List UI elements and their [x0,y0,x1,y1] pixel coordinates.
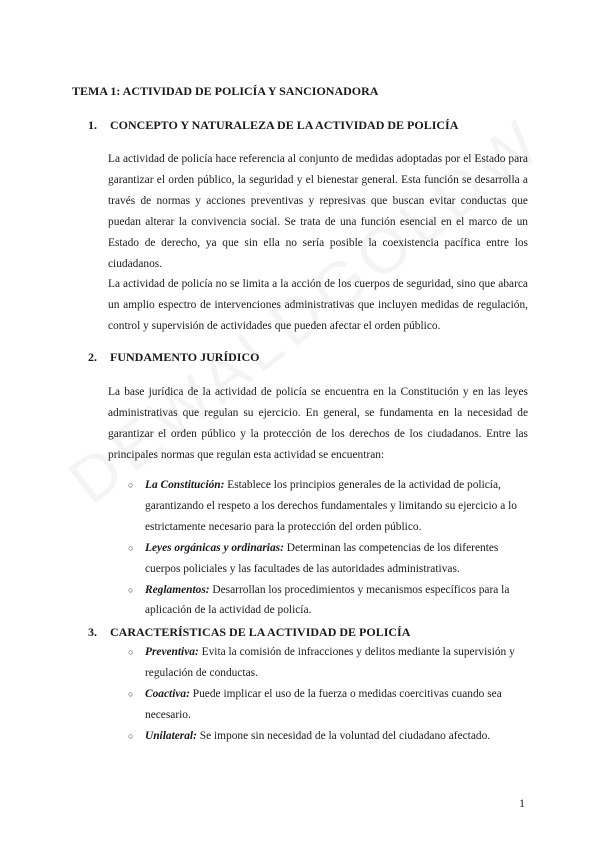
document-title: TEMA 1: ACTIVIDAD DE POLICÍA Y SANCIONADORA [72,84,379,98]
list-item-term: Reglamentos: [145,583,210,596]
bullet-icon: ○ [128,730,134,741]
list-item-term: Preventiva: [145,646,199,658]
page-number: 1 [519,796,525,810]
list-item [110,684,528,726]
list-item-text: Puede implicar el uso de la fuerza o medidas coercitivas cuando sea necesario. [145,687,502,721]
list-item-text: Evita la comisión de infracciones y delitos mediante la supervisión y regulación de conductas. [145,646,515,679]
section-2-heading [88,350,259,365]
list-item [110,642,528,684]
bullet-icon: ○ [128,688,134,699]
list-item-text: Establece los principios generales de la actividad de policía, garantizando el respeto a los derechos fundamentales y limitando su ejercicio a lo estrictamente necesario para la protección del orden público. [145,479,517,533]
section-1-title: CONCEPTO Y NATURALEZA DE LA ACTIVIDAD DE POLICÍA [110,118,459,132]
bullet-icon: ○ [128,542,134,553]
section-3-list [110,642,528,747]
section-1-paragraph-2: La actividad de policía no se limita a la acción de los cuerpos de seguridad, sino que abarca un amplio espectro de intervenciones administrativas que incluyen medidas de regulación, control y supervisión de actividades que pueden afectar el orden público. [108,278,528,332]
section-1-heading [88,118,458,133]
list-item-term: Leyes orgánicas y ordinarias: [145,541,284,554]
bullet-icon: ○ [128,480,134,490]
section-3-title: CARACTERÍSTICAS DE LA ACTIVIDAD DE POLICÍA [110,625,411,639]
list-item [110,538,528,580]
list-item-text: Determinan las competencias de los diferentes cuerpos policiales y las facultades de las autoridades administrativas. [145,541,499,575]
section-3-heading [88,625,410,640]
list-item-text: Desarrollan los procedimientos y mecanismos específicos para la aplicación de la actividad de policía. [145,583,510,617]
section-2-title: FUNDAMENTO JURÍDICO [110,350,260,364]
list-item [110,580,528,622]
section-2-number: 2. [88,350,97,364]
bullet-icon: ○ [128,647,134,657]
section-2-list [110,475,528,621]
list-item-term: Unilateral: [145,729,197,742]
section-2-paragraph-1: La base jurídica de la actividad de policía se encuentra en la Constitución y en las leyes administrativas que regulan su ejercicio. En general, se fundamenta en la necesidad de garantizar el orden público y la protección de los derechos de los ciudadanos. Entre las principales normas que regulan esta actividad se encuentran: [108,386,528,461]
list-item [110,726,528,747]
list-item [110,475,528,538]
bullet-icon: ○ [128,584,134,595]
section-3-number: 3. [88,625,97,639]
section-1-number: 1. [88,118,97,132]
list-item-term: La Constitución: [145,479,225,491]
section-1-paragraph-1: La actividad de policía hace referencia al conjunto de medidas adoptadas por el Estado para garantizar el orden público, la seguridad y el bienestar general. Esta función se desarrolla a través de normas y acciones preventivas y represivas que buscan evitar conductas que puedan alterar la convivencia social. Se trata de una función esencial en el marco de un Estado de derecho, ya que sin ella no sería posible la coexistencia pacífica entre los ciudadanos. [108,153,528,270]
list-item-term: Coactiva: [145,687,190,700]
list-item-text: Se impone sin necesidad de la voluntad del ciudadano afectado. [196,729,491,742]
